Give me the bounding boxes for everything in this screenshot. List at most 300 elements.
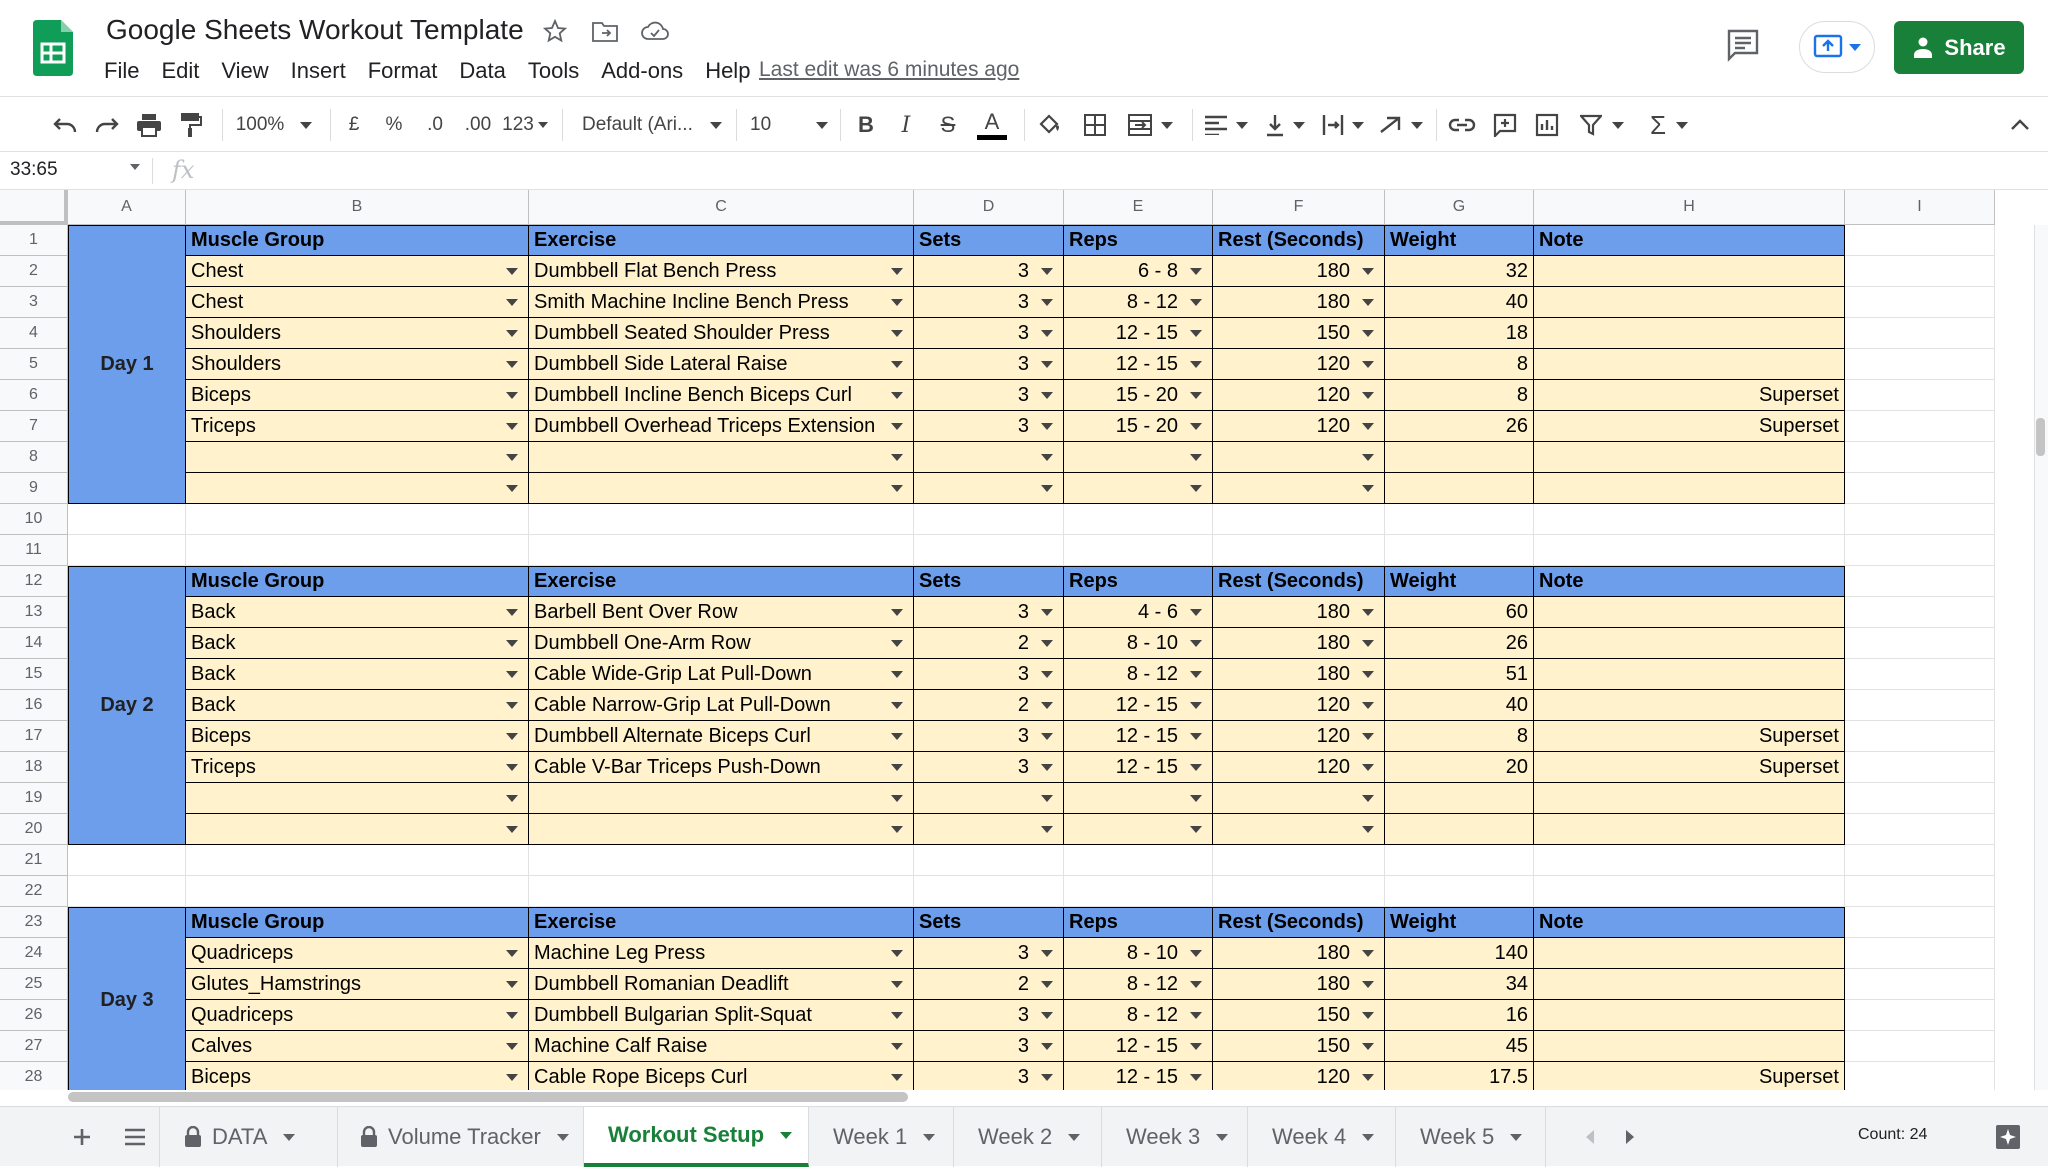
row-header[interactable]: 8	[0, 442, 68, 473]
rest-cell[interactable]	[1213, 969, 1385, 1000]
rest-cell[interactable]	[1213, 256, 1385, 287]
empty-cell[interactable]	[1213, 845, 1385, 876]
dropdown-arrow-icon[interactable]	[1190, 392, 1202, 399]
dropdown-arrow-icon[interactable]	[1190, 640, 1202, 647]
reps-cell[interactable]	[1064, 752, 1213, 783]
empty-cell[interactable]	[529, 504, 914, 535]
row-header[interactable]: 16	[0, 690, 68, 721]
column-title-muscle-group[interactable]: Muscle Group	[186, 225, 529, 256]
dropdown-arrow-icon[interactable]	[1190, 268, 1202, 275]
empty-cell[interactable]	[1213, 876, 1385, 907]
column-title-sets[interactable]: Sets	[914, 907, 1064, 938]
dropdown-arrow-icon[interactable]	[1362, 764, 1374, 771]
row-header[interactable]: 22	[0, 876, 68, 907]
column-header-h[interactable]: H	[1534, 190, 1845, 225]
row-header[interactable]: 7	[0, 411, 68, 442]
empty-cell[interactable]	[68, 504, 186, 535]
name-box[interactable]: 33:65	[10, 159, 58, 180]
weight-cell[interactable]	[1385, 597, 1534, 628]
empty-cell[interactable]	[1213, 535, 1385, 566]
horizontal-scrollbar-thumb[interactable]	[68, 1092, 908, 1102]
dropdown-arrow-icon[interactable]	[506, 1012, 518, 1019]
sets-cell[interactable]	[914, 411, 1064, 442]
reps-cell[interactable]	[1064, 721, 1213, 752]
weight-cell[interactable]	[1385, 442, 1534, 473]
exercise-cell[interactable]	[529, 814, 914, 845]
comments-button[interactable]	[1726, 28, 1766, 68]
text-wrapping-icon[interactable]	[1318, 105, 1368, 145]
weight-cell[interactable]	[1385, 1062, 1534, 1090]
empty-cell[interactable]	[1845, 938, 1995, 969]
decrease-decimal-button[interactable]: .0	[427, 114, 443, 135]
dropdown-arrow-icon[interactable]	[1041, 764, 1053, 771]
note-cell[interactable]	[1534, 783, 1845, 814]
empty-cell[interactable]	[1385, 845, 1534, 876]
weight-cell[interactable]	[1385, 814, 1534, 845]
muscle-group-cell[interactable]	[186, 597, 529, 628]
exercise-cell[interactable]	[529, 287, 914, 318]
empty-cell[interactable]	[1845, 876, 1995, 907]
exercise-cell[interactable]	[529, 783, 914, 814]
undo-icon[interactable]	[48, 105, 82, 145]
dropdown-arrow-icon[interactable]	[506, 299, 518, 306]
empty-cell[interactable]	[1845, 628, 1995, 659]
row-header[interactable]: 1	[0, 225, 68, 256]
note-cell[interactable]	[1534, 380, 1845, 411]
menu-add-ons[interactable]: Add-ons	[601, 58, 684, 83]
row-header[interactable]: 20	[0, 814, 68, 845]
empty-cell[interactable]	[1534, 535, 1845, 566]
empty-cell[interactable]	[1845, 659, 1995, 690]
column-title-reps[interactable]: Reps	[1064, 907, 1213, 938]
empty-cell[interactable]	[1385, 535, 1534, 566]
row-header[interactable]: 28	[0, 1062, 68, 1090]
dropdown-arrow-icon[interactable]	[1041, 609, 1053, 616]
rest-cell[interactable]	[1213, 628, 1385, 659]
currency-format-button[interactable]: £	[348, 114, 360, 135]
note-cell[interactable]	[1534, 969, 1845, 1000]
dropdown-arrow-icon[interactable]	[891, 485, 903, 492]
chevron-down-icon[interactable]	[923, 1134, 935, 1141]
day-label[interactable]: Day 1	[68, 225, 186, 504]
exercise-cell[interactable]	[529, 1031, 914, 1062]
sets-cell[interactable]	[914, 287, 1064, 318]
zoom-select[interactable]	[234, 105, 314, 145]
empty-cell[interactable]	[914, 876, 1064, 907]
reps-cell[interactable]	[1064, 256, 1213, 287]
rest-cell[interactable]	[1213, 1062, 1385, 1090]
note-cell[interactable]	[1534, 287, 1845, 318]
row-header[interactable]: 15	[0, 659, 68, 690]
empty-cell[interactable]	[186, 845, 529, 876]
font-size-select[interactable]	[750, 105, 828, 145]
dropdown-arrow-icon[interactable]	[1362, 485, 1374, 492]
muscle-group-cell[interactable]	[186, 721, 529, 752]
row-header[interactable]: 25	[0, 969, 68, 1000]
empty-cell[interactable]	[1845, 597, 1995, 628]
note-cell[interactable]	[1534, 256, 1845, 287]
weight-cell[interactable]	[1385, 969, 1534, 1000]
empty-cell[interactable]	[1845, 752, 1995, 783]
dropdown-arrow-icon[interactable]	[1041, 671, 1053, 678]
reps-cell[interactable]	[1064, 597, 1213, 628]
weight-cell[interactable]	[1385, 721, 1534, 752]
dropdown-arrow-icon[interactable]	[891, 299, 903, 306]
column-header-c[interactable]: C	[529, 190, 914, 225]
dropdown-arrow-icon[interactable]	[1190, 423, 1202, 430]
dropdown-arrow-icon[interactable]	[506, 485, 518, 492]
sheets-logo-icon[interactable]	[33, 20, 73, 76]
reps-cell[interactable]	[1064, 783, 1213, 814]
muscle-group-cell[interactable]	[186, 380, 529, 411]
empty-cell[interactable]	[914, 535, 1064, 566]
rest-cell[interactable]	[1213, 721, 1385, 752]
dropdown-arrow-icon[interactable]	[1190, 950, 1202, 957]
dropdown-arrow-icon[interactable]	[1041, 299, 1053, 306]
sets-cell[interactable]	[914, 442, 1064, 473]
chevron-down-icon[interactable]	[1216, 1134, 1228, 1141]
dropdown-arrow-icon[interactable]	[1190, 795, 1202, 802]
note-cell[interactable]	[1534, 1000, 1845, 1031]
dropdown-arrow-icon[interactable]	[1190, 330, 1202, 337]
strikethrough-icon[interactable]: S	[940, 112, 956, 137]
dropdown-arrow-icon[interactable]	[1041, 268, 1053, 275]
chevron-down-icon[interactable]	[557, 1134, 569, 1141]
row-header[interactable]: 23	[0, 907, 68, 938]
dropdown-arrow-icon[interactable]	[506, 671, 518, 678]
spreadsheet-grid[interactable]	[0, 190, 2048, 1090]
weight-cell[interactable]	[1385, 1031, 1534, 1062]
row-header[interactable]: 13	[0, 597, 68, 628]
italic-icon[interactable]: I	[901, 112, 911, 138]
horizontal-align-icon[interactable]	[1200, 105, 1252, 145]
sheet-tab[interactable]	[162, 1107, 338, 1167]
dropdown-arrow-icon[interactable]	[1362, 981, 1374, 988]
empty-cell[interactable]	[1845, 442, 1995, 473]
merge-cells-icon[interactable]	[1120, 105, 1180, 145]
dropdown-arrow-icon[interactable]	[891, 609, 903, 616]
reps-cell[interactable]	[1064, 690, 1213, 721]
dropdown-arrow-icon[interactable]	[506, 454, 518, 461]
note-cell[interactable]	[1534, 442, 1845, 473]
column-title-note[interactable]: Note	[1534, 566, 1845, 597]
sets-cell[interactable]	[914, 1000, 1064, 1031]
note-cell[interactable]	[1534, 411, 1845, 442]
empty-cell[interactable]	[1385, 504, 1534, 535]
empty-cell[interactable]	[1064, 876, 1213, 907]
row-header[interactable]: 24	[0, 938, 68, 969]
dropdown-arrow-icon[interactable]	[506, 1074, 518, 1081]
rest-cell[interactable]	[1213, 442, 1385, 473]
empty-cell[interactable]	[1534, 845, 1845, 876]
rest-cell[interactable]	[1213, 349, 1385, 380]
dropdown-arrow-icon[interactable]	[891, 268, 903, 275]
exercise-cell[interactable]	[529, 597, 914, 628]
chevron-down-icon[interactable]	[780, 1132, 792, 1139]
muscle-group-cell[interactable]	[186, 938, 529, 969]
sheet-tab[interactable]	[809, 1107, 954, 1167]
dropdown-arrow-icon[interactable]	[506, 826, 518, 833]
sets-cell[interactable]	[914, 814, 1064, 845]
dropdown-arrow-icon[interactable]	[891, 1012, 903, 1019]
dropdown-arrow-icon[interactable]	[506, 1043, 518, 1050]
column-header-g[interactable]: G	[1385, 190, 1534, 225]
chevron-down-icon[interactable]	[1362, 1134, 1374, 1141]
dropdown-arrow-icon[interactable]	[1190, 299, 1202, 306]
row-header[interactable]: 19	[0, 783, 68, 814]
column-title-rest[interactable]: Rest (Seconds)	[1213, 566, 1385, 597]
star-icon[interactable]	[540, 16, 570, 46]
dropdown-arrow-icon[interactable]	[1041, 330, 1053, 337]
all-sheets-button[interactable]	[110, 1107, 160, 1167]
note-cell[interactable]	[1534, 349, 1845, 380]
dropdown-arrow-icon[interactable]	[1190, 1043, 1202, 1050]
reps-cell[interactable]	[1064, 969, 1213, 1000]
selection-count[interactable]: Count: 24	[1858, 1126, 1928, 1143]
sets-cell[interactable]	[914, 690, 1064, 721]
empty-cell[interactable]	[68, 845, 186, 876]
more-formats-button[interactable]	[500, 105, 550, 145]
exercise-cell[interactable]	[529, 318, 914, 349]
rest-cell[interactable]	[1213, 1000, 1385, 1031]
weight-cell[interactable]	[1385, 256, 1534, 287]
muscle-group-cell[interactable]	[186, 411, 529, 442]
column-title-weight[interactable]: Weight	[1385, 907, 1534, 938]
dropdown-arrow-icon[interactable]	[1041, 950, 1053, 957]
fill-color-icon[interactable]	[1032, 105, 1068, 145]
dropdown-arrow-icon[interactable]	[1362, 1012, 1374, 1019]
muscle-group-cell[interactable]	[186, 628, 529, 659]
dropdown-arrow-icon[interactable]	[891, 361, 903, 368]
dropdown-arrow-icon[interactable]	[1362, 268, 1374, 275]
chevron-down-icon[interactable]	[130, 164, 140, 170]
dropdown-arrow-icon[interactable]	[506, 609, 518, 616]
exercise-cell[interactable]	[529, 628, 914, 659]
column-title-sets[interactable]: Sets	[914, 566, 1064, 597]
menu-view[interactable]: View	[221, 58, 269, 83]
share-button[interactable]	[1894, 21, 2024, 74]
empty-cell[interactable]	[1534, 504, 1845, 535]
dropdown-arrow-icon[interactable]	[1362, 1074, 1374, 1081]
exercise-cell[interactable]	[529, 349, 914, 380]
dropdown-arrow-icon[interactable]	[891, 1074, 903, 1081]
weight-cell[interactable]	[1385, 690, 1534, 721]
empty-cell[interactable]	[186, 876, 529, 907]
dropdown-arrow-icon[interactable]	[891, 392, 903, 399]
column-header-b[interactable]: B	[186, 190, 529, 225]
dropdown-arrow-icon[interactable]	[506, 795, 518, 802]
sets-cell[interactable]	[914, 1062, 1064, 1090]
sets-cell[interactable]	[914, 721, 1064, 752]
empty-cell[interactable]	[1845, 473, 1995, 504]
dropdown-arrow-icon[interactable]	[1190, 826, 1202, 833]
muscle-group-cell[interactable]	[186, 349, 529, 380]
dropdown-arrow-icon[interactable]	[506, 423, 518, 430]
dropdown-arrow-icon[interactable]	[1190, 702, 1202, 709]
print-icon[interactable]	[132, 105, 166, 145]
reps-cell[interactable]	[1064, 628, 1213, 659]
weight-cell[interactable]	[1385, 287, 1534, 318]
muscle-group-cell[interactable]	[186, 1000, 529, 1031]
column-title-rest[interactable]: Rest (Seconds)	[1213, 907, 1385, 938]
dropdown-arrow-icon[interactable]	[1190, 454, 1202, 461]
day-label[interactable]: Day 3	[68, 907, 186, 1090]
reps-cell[interactable]	[1064, 814, 1213, 845]
add-sheet-button[interactable]	[60, 1107, 104, 1167]
empty-cell[interactable]	[529, 535, 914, 566]
sets-cell[interactable]	[914, 659, 1064, 690]
vertical-scrollbar[interactable]	[2034, 225, 2048, 1090]
empty-cell[interactable]	[1845, 1000, 1995, 1031]
rest-cell[interactable]	[1213, 659, 1385, 690]
muscle-group-cell[interactable]	[186, 442, 529, 473]
sets-cell[interactable]	[914, 349, 1064, 380]
day-label[interactable]: Day 2	[68, 566, 186, 845]
chevron-down-icon[interactable]	[1068, 1134, 1080, 1141]
dropdown-arrow-icon[interactable]	[1362, 299, 1374, 306]
reps-cell[interactable]	[1064, 938, 1213, 969]
rest-cell[interactable]	[1213, 473, 1385, 504]
dropdown-arrow-icon[interactable]	[891, 826, 903, 833]
rest-cell[interactable]	[1213, 318, 1385, 349]
empty-cell[interactable]	[1845, 907, 1995, 938]
empty-cell[interactable]	[1845, 411, 1995, 442]
empty-cell[interactable]	[1213, 504, 1385, 535]
row-header[interactable]: 17	[0, 721, 68, 752]
row-header[interactable]: 26	[0, 1000, 68, 1031]
empty-cell[interactable]	[1845, 566, 1995, 597]
empty-cell[interactable]	[68, 535, 186, 566]
insert-chart-icon[interactable]	[1530, 105, 1564, 145]
empty-cell[interactable]	[1845, 845, 1995, 876]
dropdown-arrow-icon[interactable]	[1041, 702, 1053, 709]
note-cell[interactable]	[1534, 473, 1845, 504]
exercise-cell[interactable]	[529, 1062, 914, 1090]
empty-cell[interactable]	[1845, 349, 1995, 380]
empty-cell[interactable]	[1845, 535, 1995, 566]
rest-cell[interactable]	[1213, 690, 1385, 721]
dropdown-arrow-icon[interactable]	[1362, 702, 1374, 709]
dropdown-arrow-icon[interactable]	[506, 764, 518, 771]
reps-cell[interactable]	[1064, 659, 1213, 690]
reps-cell[interactable]	[1064, 411, 1213, 442]
exercise-cell[interactable]	[529, 690, 914, 721]
functions-icon[interactable]: Σ	[1640, 105, 1698, 145]
sets-cell[interactable]	[914, 473, 1064, 504]
dropdown-arrow-icon[interactable]	[891, 950, 903, 957]
scroll-tabs-right-icon[interactable]	[1610, 1107, 1650, 1167]
column-header-f[interactable]: F	[1213, 190, 1385, 225]
empty-cell[interactable]	[186, 504, 529, 535]
dropdown-arrow-icon[interactable]	[891, 764, 903, 771]
column-title-reps[interactable]: Reps	[1064, 566, 1213, 597]
rest-cell[interactable]	[1213, 1031, 1385, 1062]
exercise-cell[interactable]	[529, 256, 914, 287]
sets-cell[interactable]	[914, 938, 1064, 969]
dropdown-arrow-icon[interactable]	[891, 795, 903, 802]
empty-cell[interactable]	[914, 845, 1064, 876]
note-cell[interactable]	[1534, 318, 1845, 349]
dropdown-arrow-icon[interactable]	[506, 702, 518, 709]
insert-comment-icon[interactable]	[1488, 105, 1522, 145]
empty-cell[interactable]	[1845, 504, 1995, 535]
exercise-cell[interactable]	[529, 411, 914, 442]
sets-cell[interactable]	[914, 597, 1064, 628]
dropdown-arrow-icon[interactable]	[1041, 733, 1053, 740]
dropdown-arrow-icon[interactable]	[891, 981, 903, 988]
muscle-group-cell[interactable]	[186, 783, 529, 814]
dropdown-arrow-icon[interactable]	[1362, 733, 1374, 740]
reps-cell[interactable]	[1064, 1062, 1213, 1090]
dropdown-arrow-icon[interactable]	[506, 981, 518, 988]
sets-cell[interactable]	[914, 380, 1064, 411]
empty-cell[interactable]	[186, 535, 529, 566]
exercise-cell[interactable]	[529, 442, 914, 473]
weight-cell[interactable]	[1385, 1000, 1534, 1031]
dropdown-arrow-icon[interactable]	[506, 950, 518, 957]
sets-cell[interactable]	[914, 752, 1064, 783]
empty-cell[interactable]	[1845, 814, 1995, 845]
menu-data[interactable]: Data	[459, 58, 506, 83]
note-cell[interactable]	[1534, 1062, 1845, 1090]
dropdown-arrow-icon[interactable]	[1190, 733, 1202, 740]
empty-cell[interactable]	[1534, 876, 1845, 907]
sets-cell[interactable]	[914, 783, 1064, 814]
dropdown-arrow-icon[interactable]	[1362, 361, 1374, 368]
empty-cell[interactable]	[1845, 287, 1995, 318]
dropdown-arrow-icon[interactable]	[506, 361, 518, 368]
dropdown-arrow-icon[interactable]	[1041, 1012, 1053, 1019]
empty-cell[interactable]	[68, 876, 186, 907]
note-cell[interactable]	[1534, 628, 1845, 659]
sets-cell[interactable]	[914, 969, 1064, 1000]
empty-cell[interactable]	[1385, 876, 1534, 907]
column-title-muscle-group[interactable]: Muscle Group	[186, 566, 529, 597]
borders-icon[interactable]	[1078, 105, 1112, 145]
exercise-cell[interactable]	[529, 752, 914, 783]
empty-cell[interactable]	[1845, 380, 1995, 411]
dropdown-arrow-icon[interactable]	[506, 392, 518, 399]
dropdown-arrow-icon[interactable]	[1362, 454, 1374, 461]
column-title-rest[interactable]: Rest (Seconds)	[1213, 225, 1385, 256]
menu-file[interactable]: File	[104, 58, 140, 83]
row-header[interactable]: 27	[0, 1031, 68, 1062]
dropdown-arrow-icon[interactable]	[1190, 485, 1202, 492]
chevron-down-icon[interactable]	[1510, 1134, 1522, 1141]
text-rotation-icon[interactable]	[1376, 105, 1426, 145]
font-family-select[interactable]	[582, 105, 722, 145]
rest-cell[interactable]	[1213, 380, 1385, 411]
muscle-group-cell[interactable]	[186, 473, 529, 504]
dropdown-arrow-icon[interactable]	[891, 1043, 903, 1050]
exercise-cell[interactable]	[529, 1000, 914, 1031]
dropdown-arrow-icon[interactable]	[1190, 981, 1202, 988]
muscle-group-cell[interactable]	[186, 690, 529, 721]
dropdown-arrow-icon[interactable]	[1362, 330, 1374, 337]
dropdown-arrow-icon[interactable]	[1041, 392, 1053, 399]
dropdown-arrow-icon[interactable]	[506, 733, 518, 740]
column-title-reps[interactable]: Reps	[1064, 225, 1213, 256]
dropdown-arrow-icon[interactable]	[891, 330, 903, 337]
empty-cell[interactable]	[1845, 318, 1995, 349]
empty-cell[interactable]	[1845, 783, 1995, 814]
paint-format-icon[interactable]	[174, 105, 208, 145]
present-button[interactable]	[1799, 21, 1875, 73]
column-title-note[interactable]: Note	[1534, 907, 1845, 938]
last-edit-link[interactable]: Last edit was 6 minutes ago	[759, 58, 1020, 81]
menu-edit[interactable]: Edit	[161, 58, 200, 83]
dropdown-arrow-icon[interactable]	[1190, 1074, 1202, 1081]
